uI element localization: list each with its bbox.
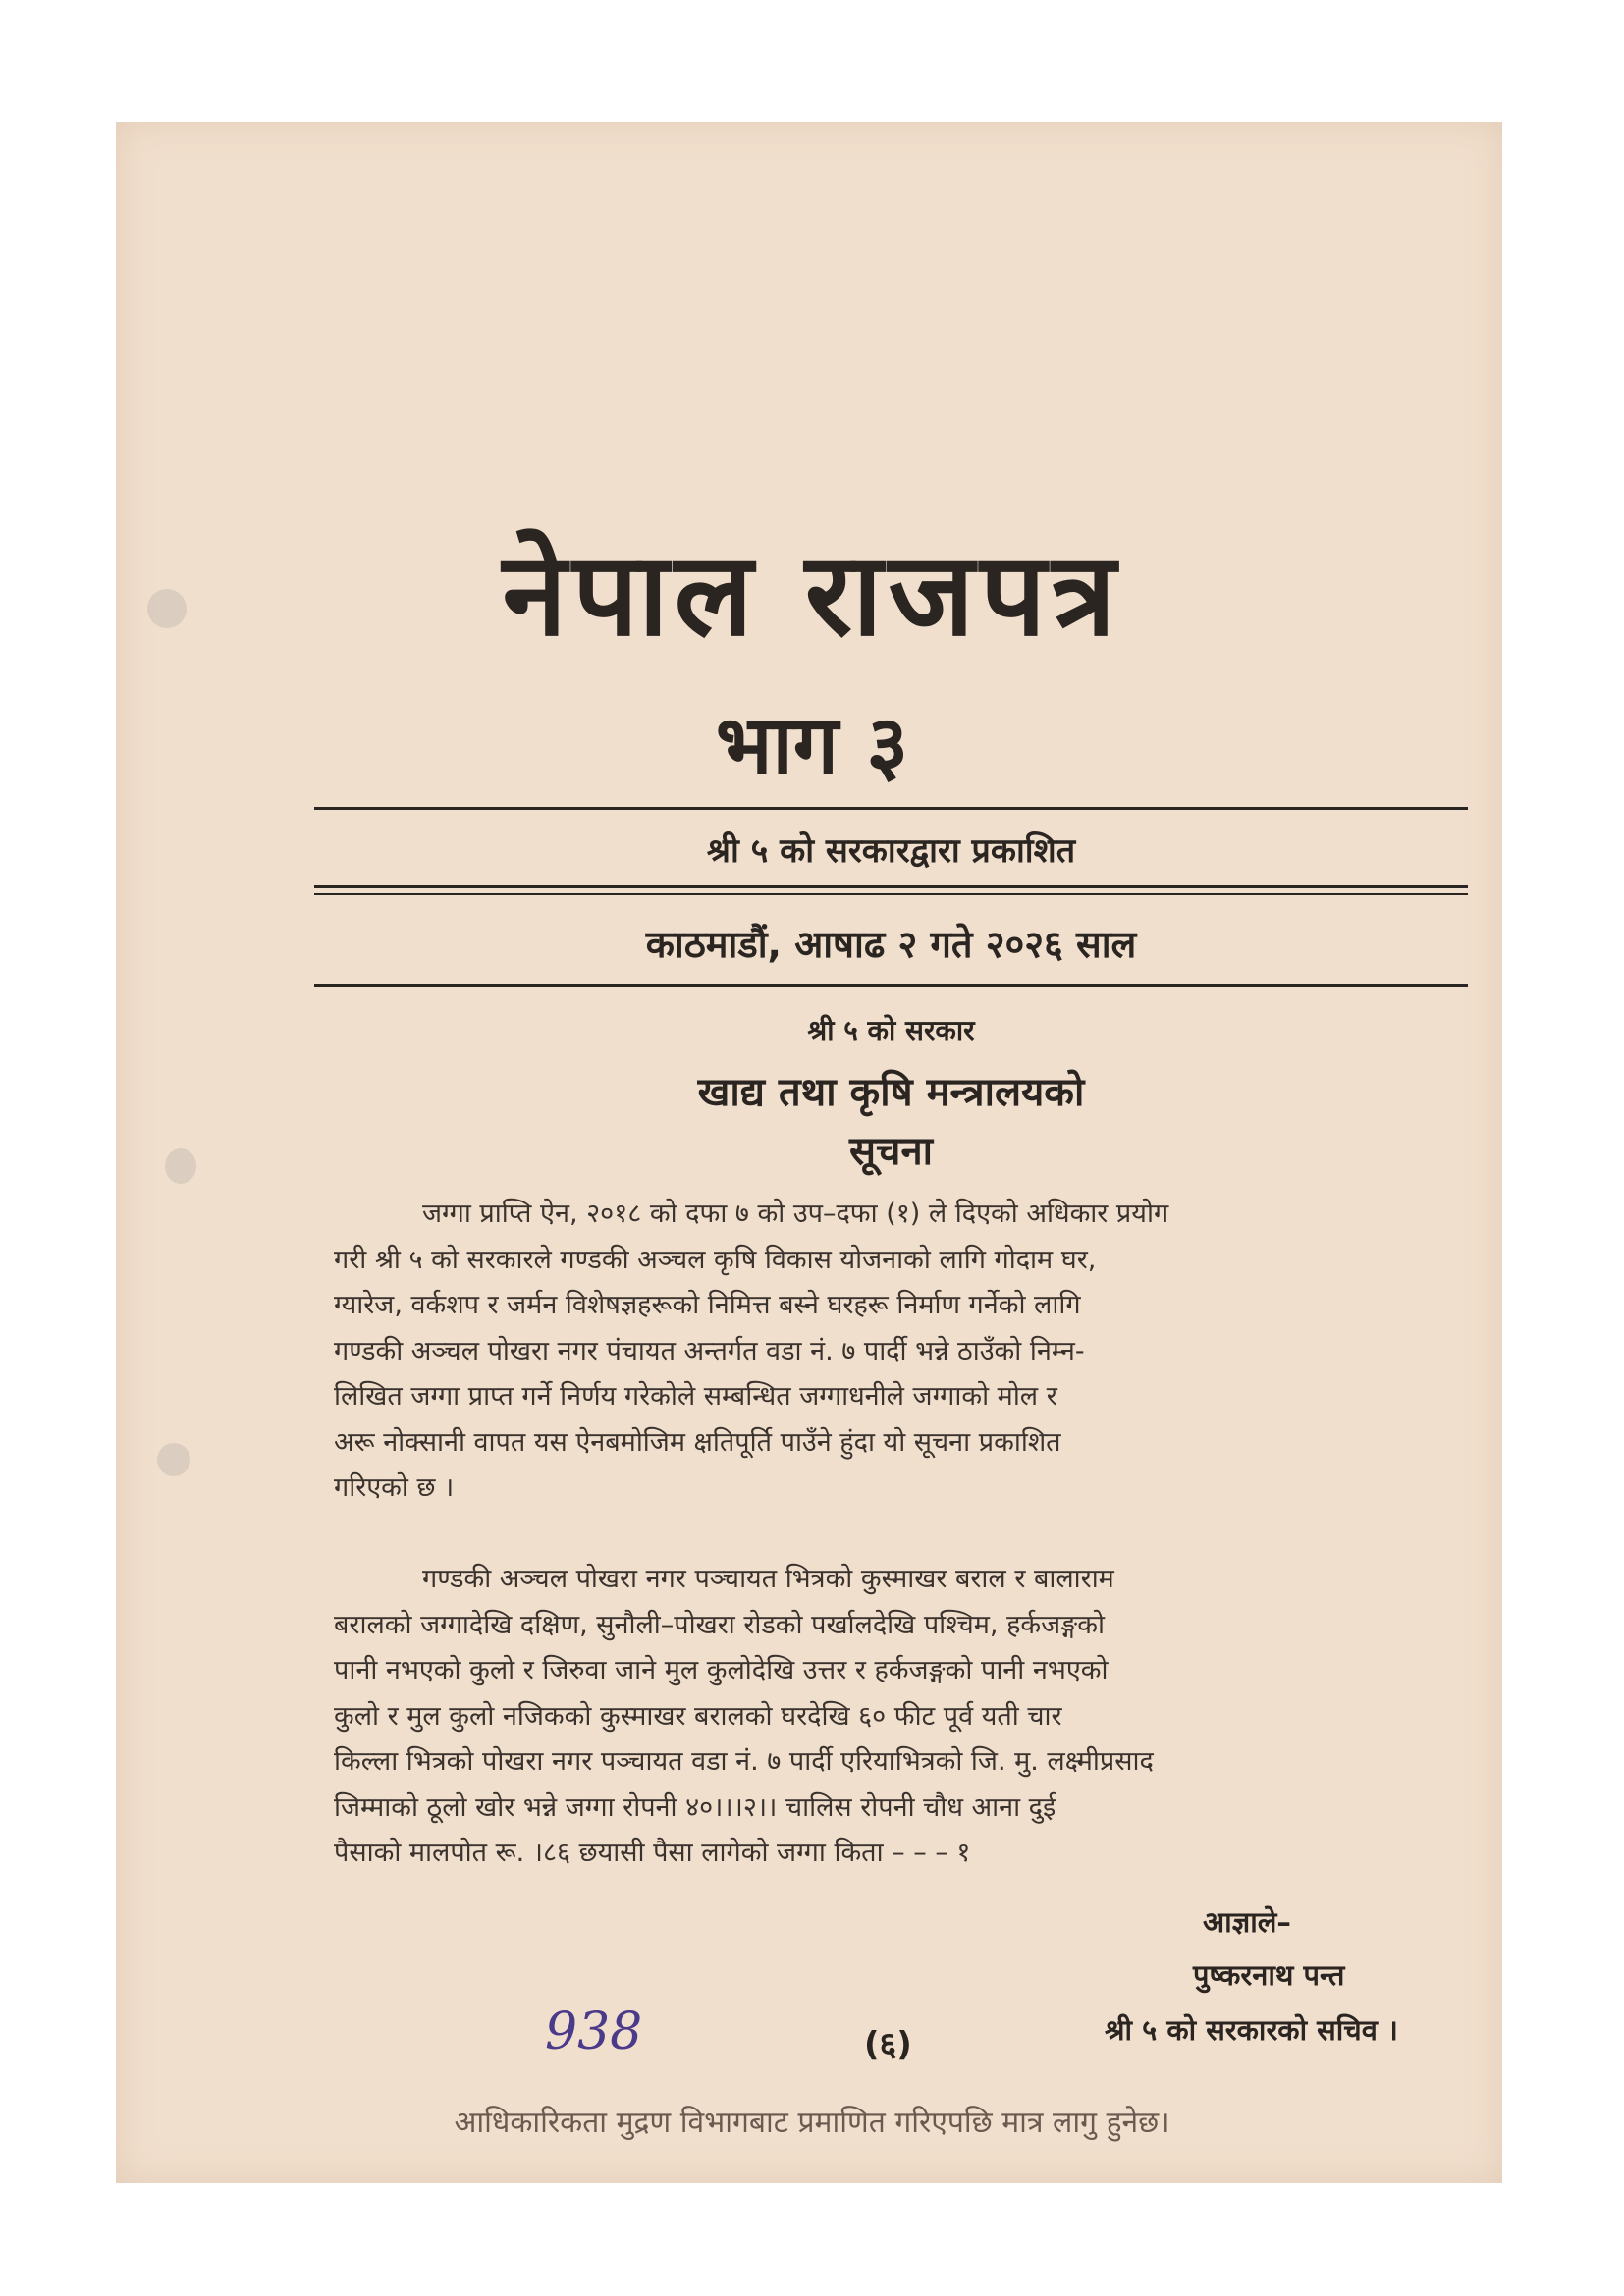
notice-heading: सूचना: [849, 1129, 933, 1174]
paragraph-line: गण्डकी अञ्चल पोखरा नगर पञ्चायत भित्रको कुस्माखर बराल र बालाराम: [422, 1564, 1114, 1594]
footer-note: आधिकारिकता मुद्रण विभागबाट प्रमाणित गरिएपछि मात्र लागु हुनेछ।: [454, 2106, 1170, 2140]
paragraph-line: गण्डकी अञ्चल पोखरा नगर पंचायत अन्तर्गत वडा नं. ७ पार्दी भन्ने ठाउँको निम्न-: [334, 1335, 1085, 1366]
signatory-title: श्री ५ को सरकारको सचिव ।: [1105, 2013, 1398, 2047]
paragraph-line: लिखित जग्गा प्राप्त गर्ने निर्णय गरेकोले सम्बन्धित जग्गाधनीले जग्गाको मोल र: [334, 1381, 1057, 1412]
publisher-line: श्री ५ को सरकारद्वारा प्रकाशित: [706, 831, 1076, 871]
notice-paragraph-2: [334, 1557, 1483, 1877]
divider: [314, 885, 1468, 888]
paragraph-line: गरिएको छ ।: [334, 1472, 455, 1503]
paragraph-line: कुलो र मुल कुलो नजिकको कुस्माखर बरालको घरदेखि ६० फीट पूर्व यती चार: [334, 1700, 1062, 1732]
order-by: आज्ञाले–: [1203, 1905, 1291, 1939]
paragraph-line: जिम्माको ठूलो खोर भन्ने जग्गा रोपनी ४०।।।२।। चालिस रोपनी चौध आना दुई: [334, 1791, 1056, 1823]
binding-hole-mark: [165, 1148, 196, 1184]
signatory-name: पुष्करनाथ पन्त: [1193, 1958, 1345, 1992]
paragraph-line: अरू नोक्सानी वापत यस ऐनबमोजिम क्षतिपूर्ति पाउँने हुंदा यो सूचना प्रकाशित: [334, 1426, 1061, 1458]
handwritten-number: 938: [545, 2002, 643, 2061]
divider: [314, 893, 1468, 895]
paragraph-line: किल्ला भित्रको पोखरा नगर पञ्चायत वडा नं. ७ पार्दी एरियाभित्रको जि. मु. लक्ष्मीप्रसाद: [334, 1746, 1154, 1777]
divider: [314, 807, 1468, 810]
notice-issuer: श्री ५ को सरकार: [807, 1014, 975, 1046]
binding-hole-mark: [157, 1443, 190, 1476]
ministry-name: खाद्य तथा कृषि मन्त्रालयको: [697, 1070, 1085, 1115]
paragraph-line: गरी श्री ५ को सरकारले गण्डकी अञ्चल कृषि विकास योजनाको लागि गोदाम घर,: [334, 1244, 1097, 1275]
gazette-part: भाग ३: [715, 699, 909, 792]
paragraph-line: बरालको जग्गादेखि दक्षिण, सुनौली–पोखरा रोडको पर्खालदेखि पश्चिम, हर्कजङ्गको: [334, 1609, 1106, 1640]
paragraph-line: ग्यारेज, वर्कशप र जर्मन विशेषज्ञहरूको निमित्त बस्ने घरहरू निर्माण गर्नेको लागि: [334, 1290, 1081, 1320]
dateline: काठमाडौं, आषाढ २ गते २०२६ साल: [645, 923, 1137, 966]
paragraph-line: जग्गा प्राप्ति ऐन, २०१८ को दफा ७ को उप–दफा (१) ले दिएको अधिकार प्रयोग: [422, 1199, 1169, 1229]
page-number: (६): [864, 2025, 912, 2064]
paragraph-line: पानी नभएको कुलो र जिरुवा जाने मुल कुलोदेखि उत्तर र हर्कजङ्गको पानी नभएको: [334, 1655, 1109, 1685]
paragraph-line: पैसाको मालपोत रू. ।८६ छयासी पैसा लागेको जग्गा किता – – – १: [334, 1838, 971, 1868]
divider: [314, 984, 1468, 987]
gazette-title: नेपाल राजपत्र: [502, 526, 1122, 662]
notice-paragraph-1: [334, 1192, 1483, 1512]
